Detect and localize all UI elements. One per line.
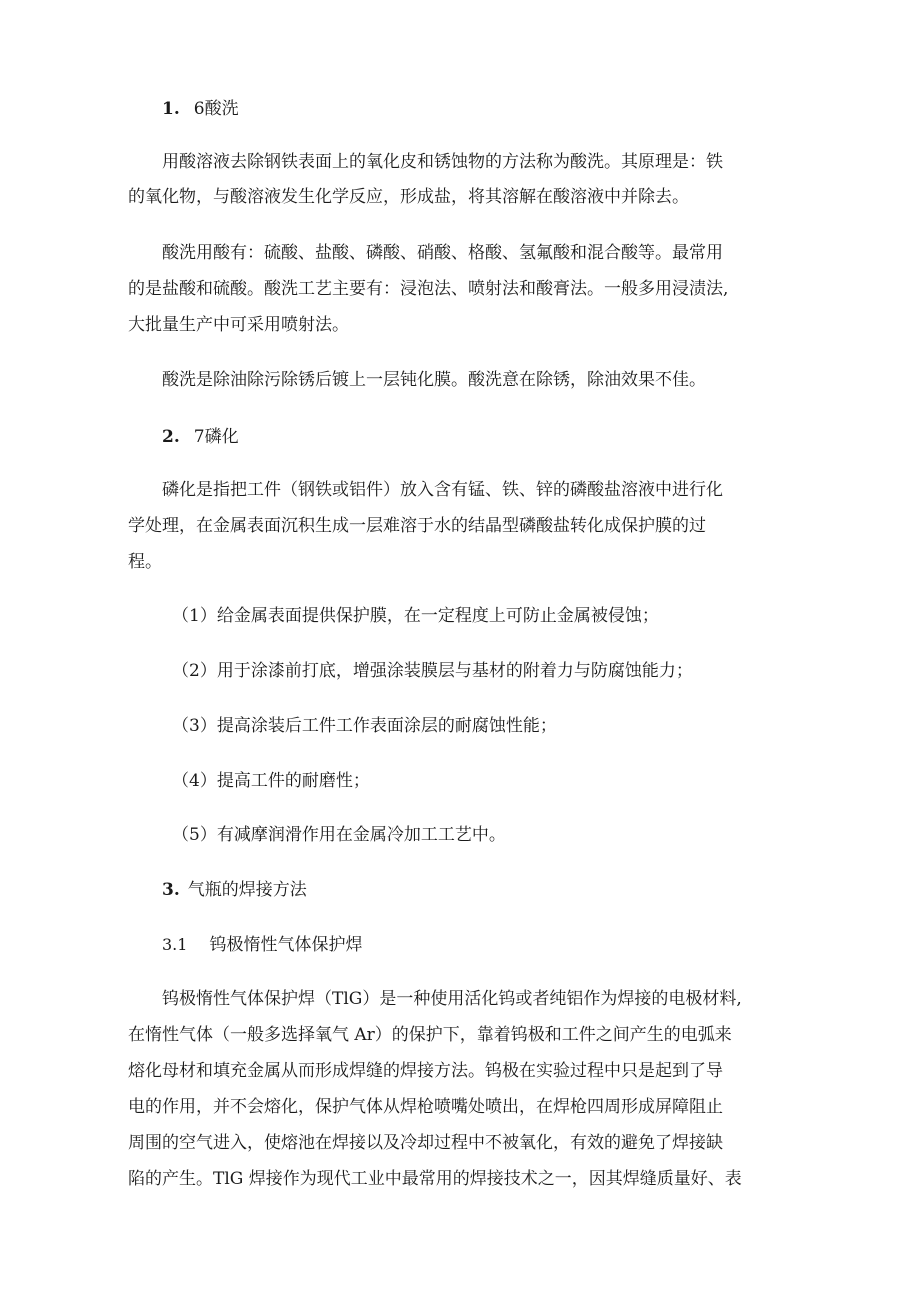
list-item: （3）提高涂装后工件工作表面涂层的耐腐蚀性能； [172,716,557,736]
paragraph-line: 陷的产生。TlG 焊接作为现代工业中最常用的焊接技术之一，因其焊缝质量好、表 [128,1169,742,1189]
heading-number: 3. [162,880,180,900]
list-item: （4）提高工件的耐磨性； [172,771,370,791]
paragraph-line: 用酸溶液去除钢铁表面上的氧化皮和锈蚀物的方法称为酸洗。其原理是：铁 [162,152,723,172]
paragraph-line: 酸洗用酸有：硫酸、盐酸、磷酸、硝酸、格酸、氢氟酸和混合酸等。最常用 [162,243,723,263]
heading-title: 6酸洗 [193,99,239,119]
paragraph-line: 电的作用，并不会熔化，保护气体从焊枪喷嘴处喷出，在焊枪四周形成屏障阻止 [128,1097,723,1117]
heading-number: 1. [162,99,180,119]
list-item: （1）给金属表面提供保护膜，在一定程度上可防止金属被侵蚀； [172,606,659,626]
paragraph-line: 周围的空气进入，使熔池在焊接以及冷却过程中不被氧化，有效的避免了焊接缺 [128,1133,723,1153]
heading-number: 3.1 [162,935,188,954]
heading-3 [162,877,307,903]
paragraph-line: 学处理，在金属表面沉积生成一层难溶于水的结晶型磷酸盐转化成保护膜的过 [128,516,706,536]
paragraph-line: 的氧化物，与酸溶液发生化学反应，形成盐，将其溶解在酸溶液中并除去。 [128,187,689,207]
heading-number: 2. [162,427,180,447]
heading-3-1 [162,932,362,958]
heading-2-7 [162,424,239,450]
paragraph-line: 在惰性气体（一般多选择氧气 Ar）的保护下，靠着钨极和工件之间产生的电弧来 [128,1025,732,1045]
paragraph-line: 酸洗是除油除污除锈后镀上一层钝化膜。酸洗意在除锈，除油效果不佳。 [162,370,706,390]
paragraph-line: 大批量生产中可采用喷射法。 [128,315,349,335]
list-item: （2）用于涂漆前打底，增强涂装膜层与基材的附着力与防腐蚀能力； [172,661,693,681]
heading-title: 钨极惰性气体保护焊 [209,935,363,955]
paragraph-line: 钨极惰性气体保护焊（TlG）是一种使用活化钨或者纯铝作为焊接的电极材料, [162,989,742,1009]
heading-title: 7磷化 [193,427,239,447]
paragraph-line: 的是盐酸和硫酸。酸洗工艺主要有：浸泡法、喷射法和酸膏法。一般多用浸渍法, [128,279,729,299]
paragraph-line: 程。 [128,552,162,572]
heading-1-6 [162,96,239,122]
paragraph-line: 磷化是指把工件（钢铁或铝件）放入含有锰、铁、锌的磷酸盐溶液中进行化 [162,480,723,500]
paragraph-line: 熔化母材和填充金属从而形成焊缝的焊接方法。钨极在实验过程中只是起到了导 [128,1061,723,1081]
heading-title: 气瓶的焊接方法 [187,880,307,900]
list-item: （5）有减摩润滑作用在金属冷加工工艺中。 [172,825,506,845]
